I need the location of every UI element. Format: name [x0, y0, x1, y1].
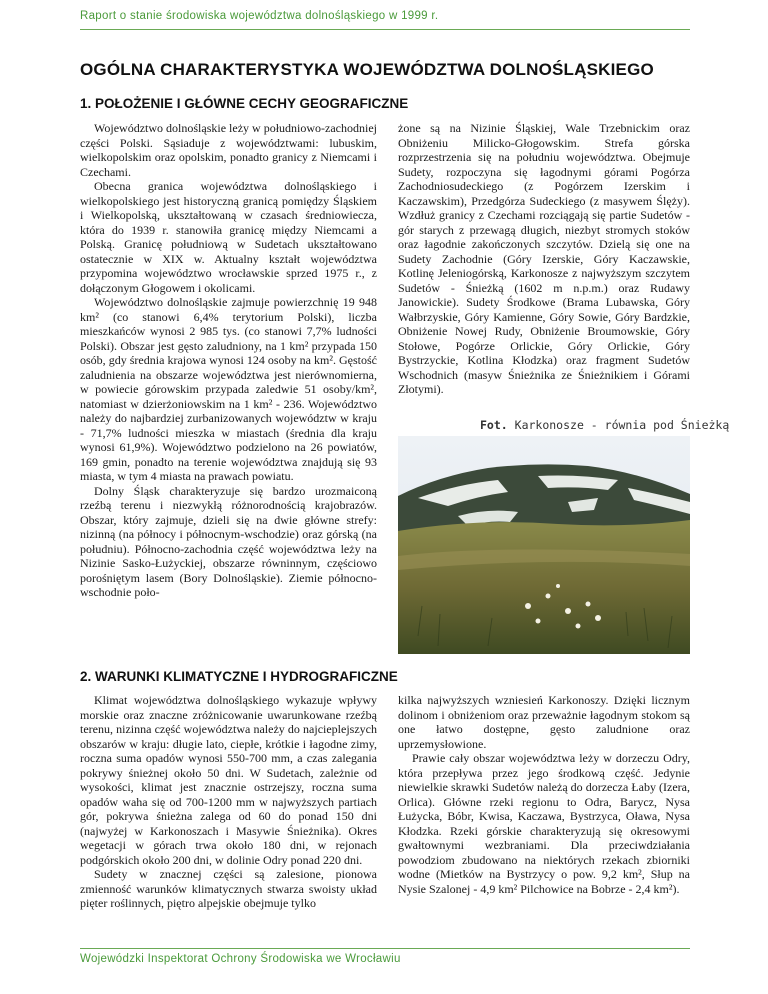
section-2-left-column [80, 693, 377, 911]
paragraph: żone są na Nizinie Śląskiej, Wale Trzebnickim oraz Obniżeniu Milicko-Głogowskim. Strefa górska rozprzestrzenia się na południu województwa. Obejmuje Sudety, rozpoczyna się łagodnymi górami Pogórza Zachodniosudeckiego (z Pogórzem Izerskim i Kaczawskim), Przedgórza Sudeckiego (z masywem Ślęży). Wzdłuż granicy z Czechami rozciągają się partie Sudetów - gór starych z przewagą długich, niezbyt stromych stoków oraz łagodnie zakończonych szczytów. Dzielą się one na Sudety Zachodnie (Góry Izerskie, Góry Kaczawskie, Kotlinę Jeleniogórską, Karkonosze z najwyższym szczytem Sudetów - Śnieżką (1602 m n.p.m.) oraz Rudawy Janowickie). Sudety Środkowe (Brama Lubawska, Góry Wałbrzyskie, Góry Kamienne, Góry Sowie, Góry Bardzkie, Obniżenie Nowej Rudy, Obniżenie Broumowskie, Góry Stołowe, Pogórze Orlickie, Góry Orlickie, Góry Bystrzyckie, Kotlina Kłodzka) oraz fragment Sudetów Wschodnich (masyw Śnieżnika ze Śnieżnikiem i Górami Złotymi). [398, 121, 690, 396]
section-2-right-column [398, 693, 690, 896]
section-1-heading: 1. POŁOŻENIE I GŁÓWNE CECHY GEOGRAFICZNE [80, 96, 409, 111]
page-title: OGÓLNA CHARAKTERYSTYKA WOJEWÓDZTWA DOLNOŚLĄSKIEGO [80, 60, 654, 79]
caption-prefix: Fot. [480, 418, 508, 432]
section-1-right-column [398, 121, 690, 397]
header-divider [80, 29, 690, 30]
photo-caption [480, 418, 729, 432]
paragraph: kilka najwyższych wzniesień Karkonoszy. Dzięki licznym dolinom i obniżeniom oraz przeważnie łagodnym stokom są one łatwo dostępne, gęsto zaludnione oraz uprzemysłowione. [398, 693, 690, 751]
paragraph: Województwo dolnośląskie zajmuje powierzchnię 19 948 km² (co stanowi 6,4% terytorium Polski), liczba mieszkańców wynosi 2 985 tys. (co stanowi 7,7% ludności Polski). Obszar jest gęsto zaludniony, na 1 km² przypada 150 osób, gdy średnia krajowa wynosi 124 osoby na km². Gęstość zaludnienia na obszarze województwa jest nierównomierna, w powiecie górowskim przypada zaledwie 51 osoby/km², natomiast w dzierżoniowskim na 1 km² - 236. Województwo należy do najbardziej zurbanizowanych województw w kraju - 71,7% ludności mieszka w miastach (średnia dla kraju wynosi 61,9%). Województwo podzielono na 26 powiatów, 169 gmin, ponadto na terenie województwa znajdują się 93 miasta, w tym 4 miasta na prawach powiatu. [80, 295, 377, 483]
paragraph: Prawie cały obszar województwa leży w dorzeczu Odry, która przepływa przez jego środkową część. Jedynie niewielkie skrawki Sudetów należą do dorzecza Łaby (Izera, Orlica). Główne rzeki regionu to Odra, Barycz, Nysa Łużycka, Bóbr, Kwisa, Kaczawa, Bystrzyca, Oława, Nysa Kłodzka. Rzeki górskie charakteryzują się okresowymi gwałtownymi wezbraniami. Dla przeciwdziałania powodziom zbudowano na niektórych rzekach zbiorniki wodne (Mietków na Bystrzycy o pow. 9,2 km², Słup na Nysie Szalonej - 4,9 km² Pilchowice na Bobrze - 2,4 km²). [398, 751, 690, 896]
running-header: Raport o stanie środowiska województwa dolnośląskiego w 1999 r. [80, 10, 439, 22]
footer-divider [80, 948, 690, 949]
paragraph: Klimat województwa dolnośląskiego wykazuje wpływy morskie oraz znaczne zróżnicowanie uwarunkowane rzeźbą terenu, nizinna część województwa należy do najcieplejszych obszarów w kraju: długie lato, ciepłe, krótkie i łagodne zimy, roczna suma opadów wynosi 550-700 mm, a czas zalegania pokrywy śnieżnej około 50 dni. W Sudetach, zależnie od wysokości, klimat jest znacznie ostrzejszy, roczna suma opadów waha się od 700-1200 mm w najwyższych partiach gór, pokrywa śnieżna zalega od 60 do ponad 150 dni (najwyżej w Karkonoszach i Masywie Śnieżnika). Okres wegetacji w górach trwa około 180 dni, w rejonach podgórskich około 200 dni, w dolinie Odry ponad 220 dni. [80, 693, 377, 867]
section-1-left-column [80, 121, 377, 600]
paragraph: Województwo dolnośląskie leży w południowo-zachodniej części Polski. Sąsiaduje z województwami: lubuskim, wielkopolskim oraz opolskim, ponadto granicy z Niemcami i Czechami. [80, 121, 377, 179]
paragraph: Sudety w znacznej części są zalesione, pionowa zmienność warunków klimatycznych stwarza swoisty układ pięter roślinnych, piętro alpejskie obejmuje tylko [80, 867, 377, 910]
section-2-heading: 2. WARUNKI KLIMATYCZNE I HYDROGRAFICZNE [80, 669, 398, 684]
mountain-meadow-image [398, 436, 690, 654]
landscape-photo [398, 436, 690, 654]
paragraph: Obecna granica województwa dolnośląskiego i wielkopolskiego jest historyczną granicą pomiędzy Śląskiem i Wielkopolską, ukształtowaną w czasach średniowiecza, która do 1939 r. stanowiła granicę między Niemcami a Polską. Granicę południową w Sudetach ukształtowano ostatecznie w XIX w. Aktualny kształt województwa przypomina województwo wrocławskie sprzed 1975 r., z dołączonym Głogowem i okolicami. [80, 179, 377, 295]
running-footer: Wojewódzki Inspektorat Ochrony Środowiska we Wrocławiu [80, 953, 401, 965]
paragraph: Dolny Śląsk charakteryzuje się bardzo urozmaiconą rzeźbą terenu i niezwykłą różnorodnością krajobrazów. Obszar, który zajmuje, dzieli się na dwie główne strefy: nizinną (na północy i północnym-wschodzie) oraz górską (na południu). Północno-zachodnia część województwa leży na Nizinie Sasko-Łużyckiej, obszarze równinnym, częściowo porośniętym lasem (Bory Dolnośląskie). Ziemie północno-wschodnie poło- [80, 483, 377, 599]
caption-text: Karkonosze - równia pod Śnieżką [514, 418, 730, 432]
